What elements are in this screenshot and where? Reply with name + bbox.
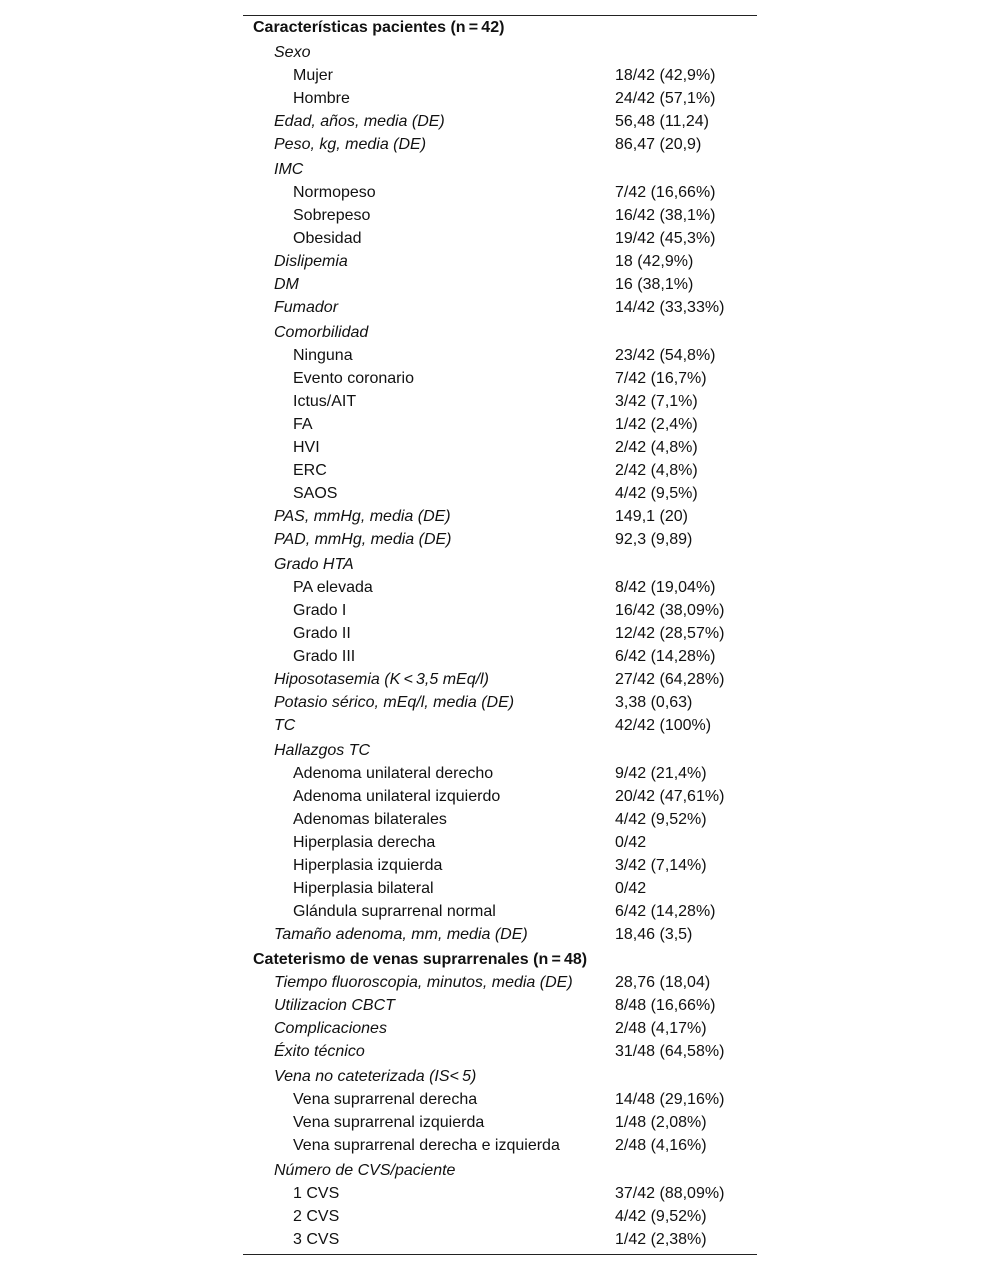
category-row [243,739,757,762]
row-label: Fumador [274,299,339,316]
row-label: IMC [274,161,304,178]
row-label: TC [274,717,296,734]
row-value: 1/48 (2,08%) [615,1114,707,1131]
row-value: 2/48 (4,17%) [615,1020,707,1037]
category-row [243,923,757,946]
category-row [243,691,757,714]
section-header-row [243,948,757,971]
row-value: 6/42 (14,28%) [615,648,716,665]
row-value: 7/42 (16,7%) [615,370,707,387]
category-row [243,296,757,319]
row-label: Tiempo fluoroscopia, minutos, media (DE) [274,974,573,991]
row-label: ERC [293,462,327,479]
row-label: PAD, mmHg, media (DE) [274,531,452,548]
category-row [243,133,757,156]
row-value: 4/42 (9,52%) [615,811,707,828]
category-row [243,1065,757,1088]
row-label: Cateterismo de venas suprarrenales (n = 48) [253,951,588,968]
row-value: 4/42 (9,5%) [615,485,698,502]
category-row [243,714,757,737]
row-value: 16/42 (38,09%) [615,602,725,619]
row-label: Mujer [293,67,334,84]
row-label: Tamaño adenoma, mm, media (DE) [274,926,528,943]
category-row [243,553,757,576]
row-value: 6/42 (14,28%) [615,903,716,920]
row-value: 28,76 (18,04) [615,974,711,991]
row-value: 92,3 (9,89) [615,531,693,548]
row-label: 1 CVS [293,1185,340,1202]
row-value: 27/42 (64,28%) [615,671,725,688]
row-value: 14/48 (29,16%) [615,1091,725,1108]
category-row [243,668,757,691]
table-row [243,877,757,900]
row-value: 8/48 (16,66%) [615,997,716,1014]
row-value: 18 (42,9%) [615,253,694,270]
table-row [243,1228,757,1251]
row-label: Potasio sérico, mEq/l, media (DE) [274,694,515,711]
table-row [243,482,757,505]
row-label: Características pacientes (n = 42) [253,19,505,36]
table-row [243,87,757,110]
row-label: Comorbilidad [274,324,369,341]
row-value: 2/42 (4,8%) [615,462,698,479]
row-value: 3/42 (7,1%) [615,393,698,410]
table-row [243,227,757,250]
row-value: 9/42 (21,4%) [615,765,707,782]
row-value: 149,1 (20) [615,508,688,525]
row-value: 16/42 (38,1%) [615,207,716,224]
row-label: PAS, mmHg, media (DE) [274,508,451,525]
row-value: 19/42 (45,3%) [615,230,716,247]
table-row [243,762,757,785]
row-value: 37/42 (88,09%) [615,1185,725,1202]
row-label: Grado III [293,648,356,665]
section-header-row [243,16,757,39]
category-row [243,1040,757,1063]
table-row [243,599,757,622]
table-row [243,622,757,645]
row-label: Normopeso [293,184,376,201]
row-label: Hiposotasemia (K < 3,5 mEq/l) [274,671,489,688]
category-row [243,110,757,133]
row-value: 2/48 (4,16%) [615,1137,707,1154]
row-label: Hiperplasia izquierda [293,857,443,874]
table-row [243,1111,757,1134]
table-row [243,204,757,227]
row-label: Complicaciones [274,1020,387,1037]
row-value: 4/42 (9,52%) [615,1208,707,1225]
row-label: Sexo [274,44,311,61]
table-row [243,576,757,599]
row-value: 16 (38,1%) [615,276,694,293]
row-label: Hallazgos TC [274,742,371,759]
row-value: 18/42 (42,9%) [615,67,716,84]
category-row [243,994,757,1017]
row-value: 0/42 [615,834,647,851]
row-label: Vena no cateterizada (IS< 5) [274,1068,477,1085]
table-bottom-rule [243,1254,757,1255]
row-label: SAOS [293,485,338,502]
row-value: 0/42 [615,880,647,897]
row-label: HVI [293,439,320,456]
table-row [243,1134,757,1157]
row-value: 3/42 (7,14%) [615,857,707,874]
row-label: Número de CVS/paciente [274,1162,456,1179]
row-value: 23/42 (54,8%) [615,347,716,364]
row-label: Utilizacion CBCT [274,997,395,1014]
table-row [243,64,757,87]
row-value: 18,46 (3,5) [615,926,693,943]
row-label: Grado HTA [274,556,354,573]
row-label: Hiperplasia derecha [293,834,436,851]
table-row [243,367,757,390]
row-label: Éxito técnico [274,1043,365,1060]
category-row [243,1017,757,1040]
row-label: Vena suprarrenal izquierda [293,1114,485,1131]
table-row [243,785,757,808]
row-label: Vena suprarrenal derecha e izquierda [293,1137,560,1154]
table-row [243,181,757,204]
row-value: 42/42 (100%) [615,717,712,734]
row-label: Dislipemia [274,253,348,270]
category-row [243,250,757,273]
row-label: Adenomas bilaterales [293,811,447,828]
row-value: 3,38 (0,63) [615,694,693,711]
category-row [243,971,757,994]
row-value: 2/42 (4,8%) [615,439,698,456]
table-row [243,413,757,436]
table-row [243,808,757,831]
row-label: Evento coronario [293,370,414,387]
row-label: Adenoma unilateral derecho [293,765,494,782]
table-row [243,344,757,367]
row-value: 8/42 (19,04%) [615,579,716,596]
category-row [243,321,757,344]
table-row [243,645,757,668]
row-label: Obesidad [293,230,362,247]
row-label: 2 CVS [293,1208,340,1225]
row-value: 56,48 (11,24) [615,113,709,130]
row-value: 86,47 (20,9) [615,136,702,153]
row-label: PA elevada [293,579,373,596]
row-label: Edad, años, media (DE) [274,113,445,130]
category-row [243,528,757,551]
table-row [243,1088,757,1111]
table-row [243,1182,757,1205]
row-label: Vena suprarrenal derecha [293,1091,478,1108]
row-label: Ninguna [293,347,353,364]
category-row [243,41,757,64]
category-row [243,505,757,528]
table-row [243,436,757,459]
row-label: Adenoma unilateral izquierdo [293,788,501,805]
row-label: Hombre [293,90,350,107]
row-value: 31/48 (64,58%) [615,1043,725,1060]
row-value: 24/42 (57,1%) [615,90,716,107]
category-row [243,158,757,181]
row-label: Sobrepeso [293,207,371,224]
table-row [243,459,757,482]
table-row [243,1205,757,1228]
row-label: Glándula suprarrenal normal [293,903,496,920]
row-value: 1/42 (2,4%) [615,416,698,433]
row-label: DM [274,276,299,293]
row-value: 1/42 (2,38%) [615,1231,707,1248]
row-value: 7/42 (16,66%) [615,184,716,201]
table-row [243,854,757,877]
category-row [243,273,757,296]
category-row [243,1159,757,1182]
row-label: 3 CVS [293,1231,340,1248]
table-row [243,831,757,854]
row-value: 14/42 (33,33%) [615,299,725,316]
row-label: Peso, kg, media (DE) [274,136,427,153]
row-label: Ictus/AIT [293,393,357,410]
table-row [243,900,757,923]
row-value: 20/42 (47,61%) [615,788,725,805]
table-row [243,390,757,413]
row-label: Grado II [293,625,351,642]
row-label: FA [293,416,313,433]
row-label: Grado I [293,602,347,619]
row-label: Hiperplasia bilateral [293,880,434,897]
row-value: 12/42 (28,57%) [615,625,725,642]
